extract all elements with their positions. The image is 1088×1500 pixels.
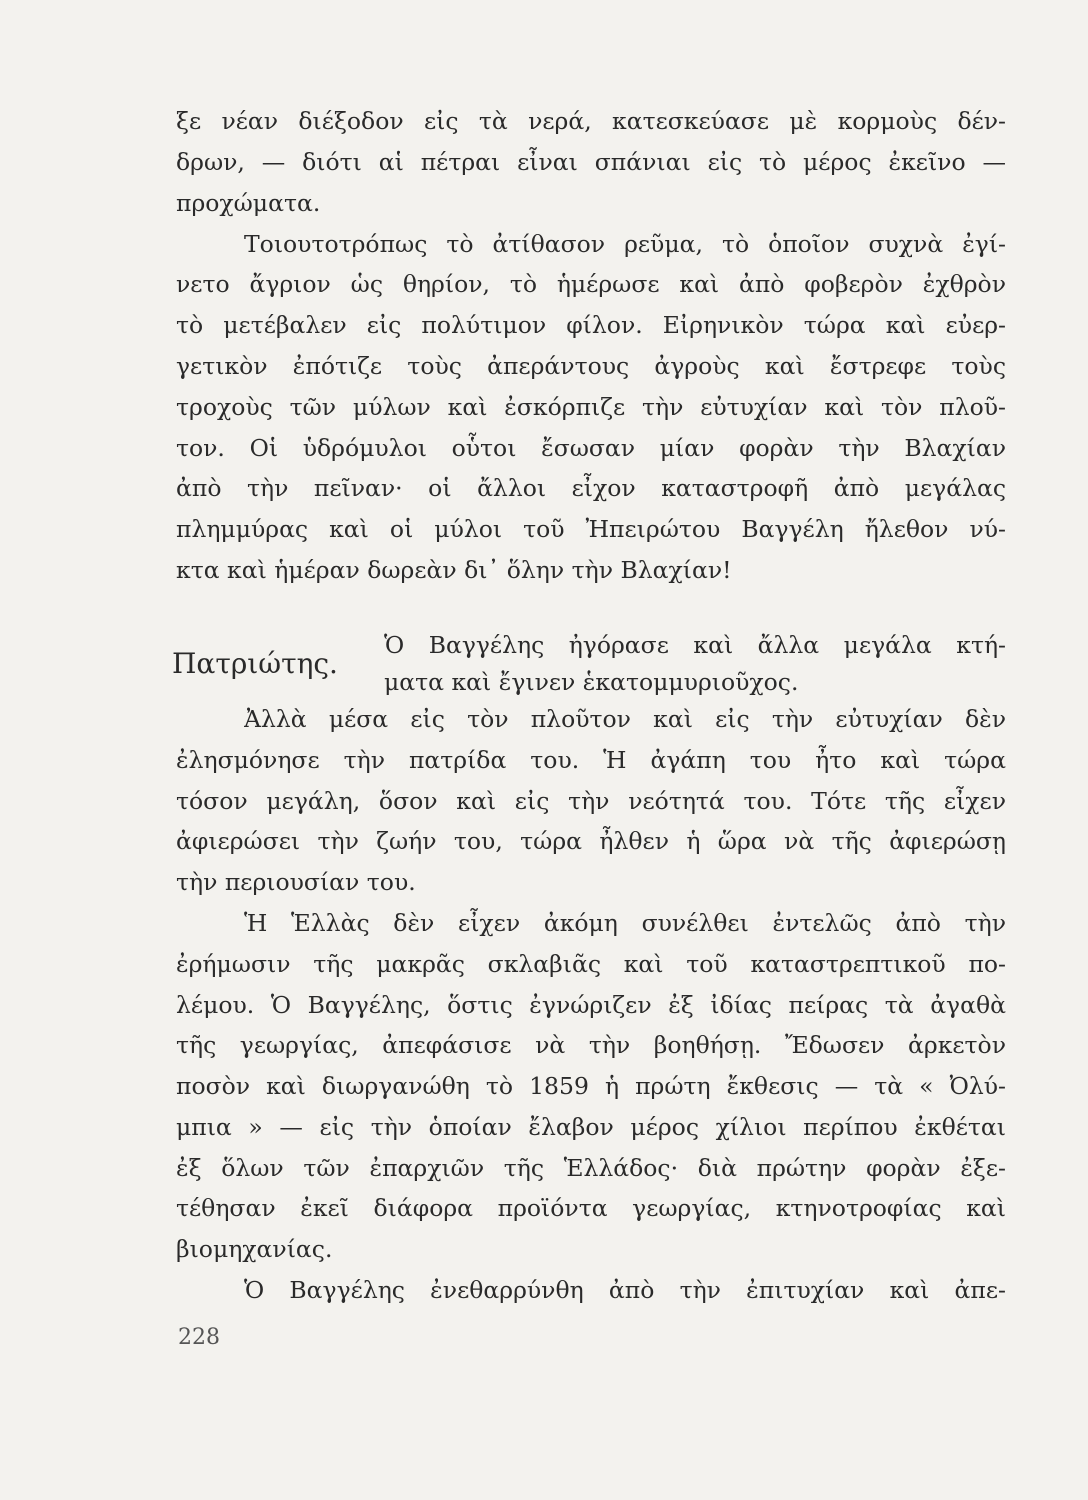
text-line: ἐλησμόνησε τὴν πατρίδα του. Ἡ ἀγάπη του ἦτο καὶ τώρα xyxy=(176,746,1006,774)
text-line: τόσον μεγάλη, ὅσον καὶ εἰς τὴν νεότητά του. Τότε τῆς εἶχεν xyxy=(176,787,1006,815)
text-line: Ὁ Βαγγέλης ἐνεθαρρύνθη ἀπὸ τὴν ἐπιτυχίαν καὶ ἀπε- xyxy=(244,1276,1006,1304)
text-line: Ἡ Ἑλλὰς δὲν εἶχεν ἀκόμη συνέλθει ἐντελῶς ἀπὸ τὴν xyxy=(244,909,1006,937)
text-line: βιομηχανίας. xyxy=(176,1235,333,1263)
text-line: γετικὸν ἐπότιζε τοὺς ἀπεράντους ἀγροὺς καὶ ἔστρεφε τοὺς xyxy=(176,352,1006,380)
text-line: τῆς γεωργίας, ἀπεφάσισε νὰ τὴν βοηθήσῃ. Ἔδωσεν ἀρκετὸν xyxy=(176,1031,1006,1059)
text-line: τὸ μετέβαλεν εἰς πολύτιμον φίλον. Εἰρηνικὸν τώρα καὶ εὐερ- xyxy=(176,311,1006,339)
text-line: τὴν περιουσίαν του. xyxy=(176,868,416,896)
text-line: ξε νέαν διέξοδον εἰς τὰ νερά, κατεσκεύασε μὲ κορμοὺς δέν- xyxy=(176,107,1006,135)
text-line: μπια » — εἰς τὴν ὁποίαν ἔλαβον μέρος χίλιοι περίπου ἐκθέται xyxy=(176,1113,1006,1141)
text-line: Ἀλλὰ μέσα εἰς τὸν πλοῦτον καὶ εἰς τὴν εὐτυχίαν δὲν xyxy=(244,705,1006,733)
text-line: δρων, — διότι αἱ πέτραι εἶναι σπάνιαι εἰς τὸ μέρος ἐκεῖνο — xyxy=(176,148,1006,176)
text-line: κτα καὶ ἡμέραν δωρεὰν δι᾽ ὅλην τὴν Βλαχίαν! xyxy=(176,556,732,584)
sidenote-line: ματα καὶ ἔγινεν ἑκατομμυριοῦχος. xyxy=(384,668,799,696)
text-line: ἀφιερώσει τὴν ζωήν του, τώρα ἦλθεν ἡ ὥρα νὰ τῆς ἀφιερώσῃ xyxy=(176,827,1006,855)
text-line: τροχοὺς τῶν μύλων καὶ ἐσκόρπιζε τὴν εὐτυχίαν καὶ τὸν πλοῦ- xyxy=(176,393,1006,421)
text-line: ἐξ ὅλων τῶν ἐπαρχιῶν τῆς Ἑλλάδος· διὰ πρώτην φορὰν ἐξε- xyxy=(176,1154,1006,1182)
text-line: ἀπὸ τὴν πεῖναν· οἱ ἄλλοι εἶχον καταστροφῆ ἀπὸ μεγάλας xyxy=(176,474,1006,502)
text-line: Τοιουτοτρόπως τὸ ἀτίθασον ρεῦμα, τὸ ὁποῖον συχνὰ ἐγί- xyxy=(244,230,1006,258)
text-line: προχώματα. xyxy=(176,189,321,217)
text-line: ἐρήμωσιν τῆς μακρᾶς σκλαβιᾶς καὶ τοῦ καταστρεπτικοῦ πο- xyxy=(176,950,1006,978)
text-line: πλημμύρας καὶ οἱ μύλοι τοῦ Ἠπειρώτου Βαγγέλη ἤλεθον νύ- xyxy=(176,515,1006,543)
text-line: λέμου. Ὁ Βαγγέλης, ὅστις ἐγνώριζεν ἐξ ἰδίας πείρας τὰ ἀγαθὰ xyxy=(176,991,1006,1019)
text-line: τον. Οἱ ὑδρόμυλοι οὗτοι ἔσωσαν μίαν φορὰν τὴν Βλαχίαν xyxy=(176,434,1006,462)
page-number: 228 xyxy=(178,1325,220,1350)
text-line: ποσὸν καὶ διωργανώθη τὸ 1859 ἡ πρώτη ἔκθεσις — τὰ « Ὀλύ- xyxy=(176,1072,1006,1100)
text-line: νετο ἄγριον ὡς θηρίον, τὸ ἡμέρωσε καὶ ἀπὸ φοβερὸν ἐχθρὸν xyxy=(176,270,1006,298)
text-line: τέθησαν ἐκεῖ διάφορα προϊόντα γεωργίας, κτηνοτροφίας καὶ xyxy=(176,1194,1006,1222)
side-heading: Πατριώτης. xyxy=(172,647,338,680)
sidenote-line: Ὁ Βαγγέλης ἠγόρασε καὶ ἄλλα μεγάλα κτή- xyxy=(384,631,1006,659)
